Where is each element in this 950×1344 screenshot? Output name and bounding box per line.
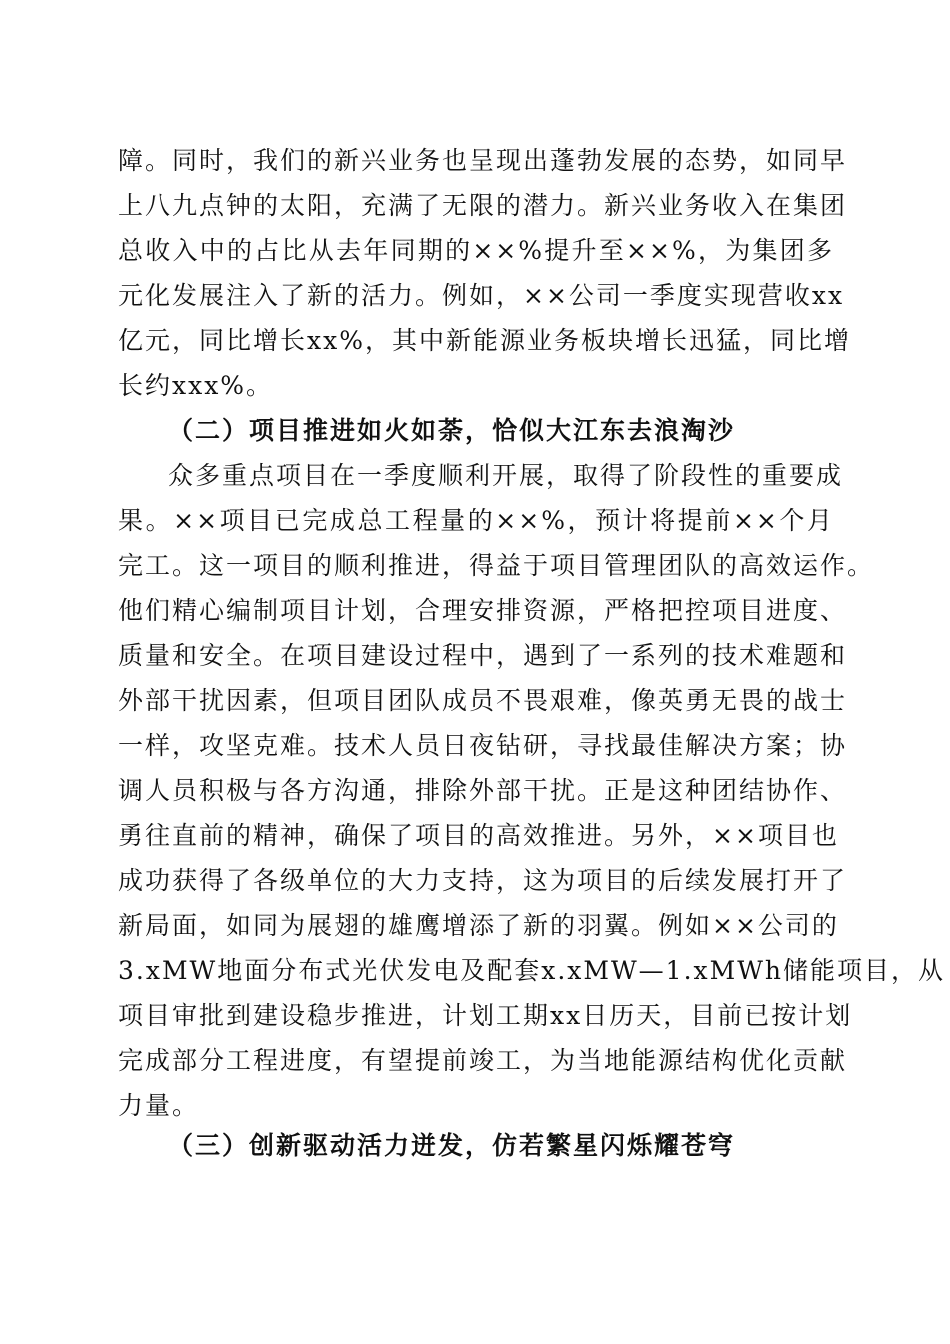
paragraph-line: 他们精心编制项目计划，合理安排资源，严格把控项目进度、 bbox=[118, 596, 848, 625]
paragraph-line: 质量和安全。在项目建设过程中，遇到了一系列的技术难题和 bbox=[118, 641, 848, 670]
paragraph-line: 成功获得了各级单位的大力支持，这为项目的后续发展打开了 bbox=[118, 866, 848, 895]
paragraph-line: 3.xMW地面分布式光伏发电及配套x.xMW—1.xMWh储能项目，从 bbox=[118, 956, 946, 985]
paragraph-projects bbox=[118, 453, 946, 1128]
paragraph-line: 元化发展注入了新的活力。例如，××公司一季度实现营收xx bbox=[118, 281, 845, 310]
paragraph-line: 项目审批到建设稳步推进，计划工期xx日历天，目前已按计划 bbox=[118, 1001, 853, 1030]
paragraph-line: 外部干扰因素，但项目团队成员不畏艰难，像英勇无畏的战士 bbox=[118, 686, 848, 715]
paragraph-line: 长约xxx%。 bbox=[118, 371, 274, 400]
paragraph-line: 上八九点钟的太阳，充满了无限的潜力。新兴业务收入在集团 bbox=[118, 191, 848, 220]
section-heading-innovation: （三）创新驱动活力迸发，仿若繁星闪烁耀苍穹 bbox=[168, 1131, 736, 1160]
paragraph-line: 力量。 bbox=[118, 1091, 200, 1120]
paragraph-line: 众多重点项目在一季度顺利开展，取得了阶段性的重要成 bbox=[168, 461, 844, 490]
paragraph-line: 亿元，同比增长xx%，其中新能源业务板块增长迅猛，同比增 bbox=[118, 326, 851, 355]
paragraph-line: 新局面，如同为展翅的雄鹰增添了新的羽翼。例如××公司的 bbox=[118, 911, 839, 940]
paragraph-line: 果。××项目已完成总工程量的××%，预计将提前××个月 bbox=[118, 506, 834, 535]
paragraph-line: 完成部分工程进度，有望提前竣工，为当地能源结构优化贡献 bbox=[118, 1046, 848, 1075]
paragraph-line: 完工。这一项目的顺利推进，得益于项目管理团队的高效运作。 bbox=[118, 551, 875, 580]
paragraph-line: 勇往直前的精神，确保了项目的高效推进。另外，××项目也 bbox=[118, 821, 839, 850]
paragraph-line: 调人员积极与各方沟通，排除外部干扰。正是这种团结协作、 bbox=[118, 776, 848, 805]
section-heading-projects: （二）项目推进如火如荼，恰似大江东去浪淘沙 bbox=[168, 416, 736, 445]
paragraph-line: 总收入中的占比从去年同期的××%提升至××%，为集团多 bbox=[118, 236, 834, 265]
paragraph-line: 一样，攻坚克难。技术人员日夜钻研，寻找最佳解决方案；协 bbox=[118, 731, 848, 760]
paragraph-line: 障。同时，我们的新兴业务也呈现出蓬勃发展的态势，如同早 bbox=[118, 146, 848, 175]
paragraph-revenue bbox=[118, 138, 851, 408]
